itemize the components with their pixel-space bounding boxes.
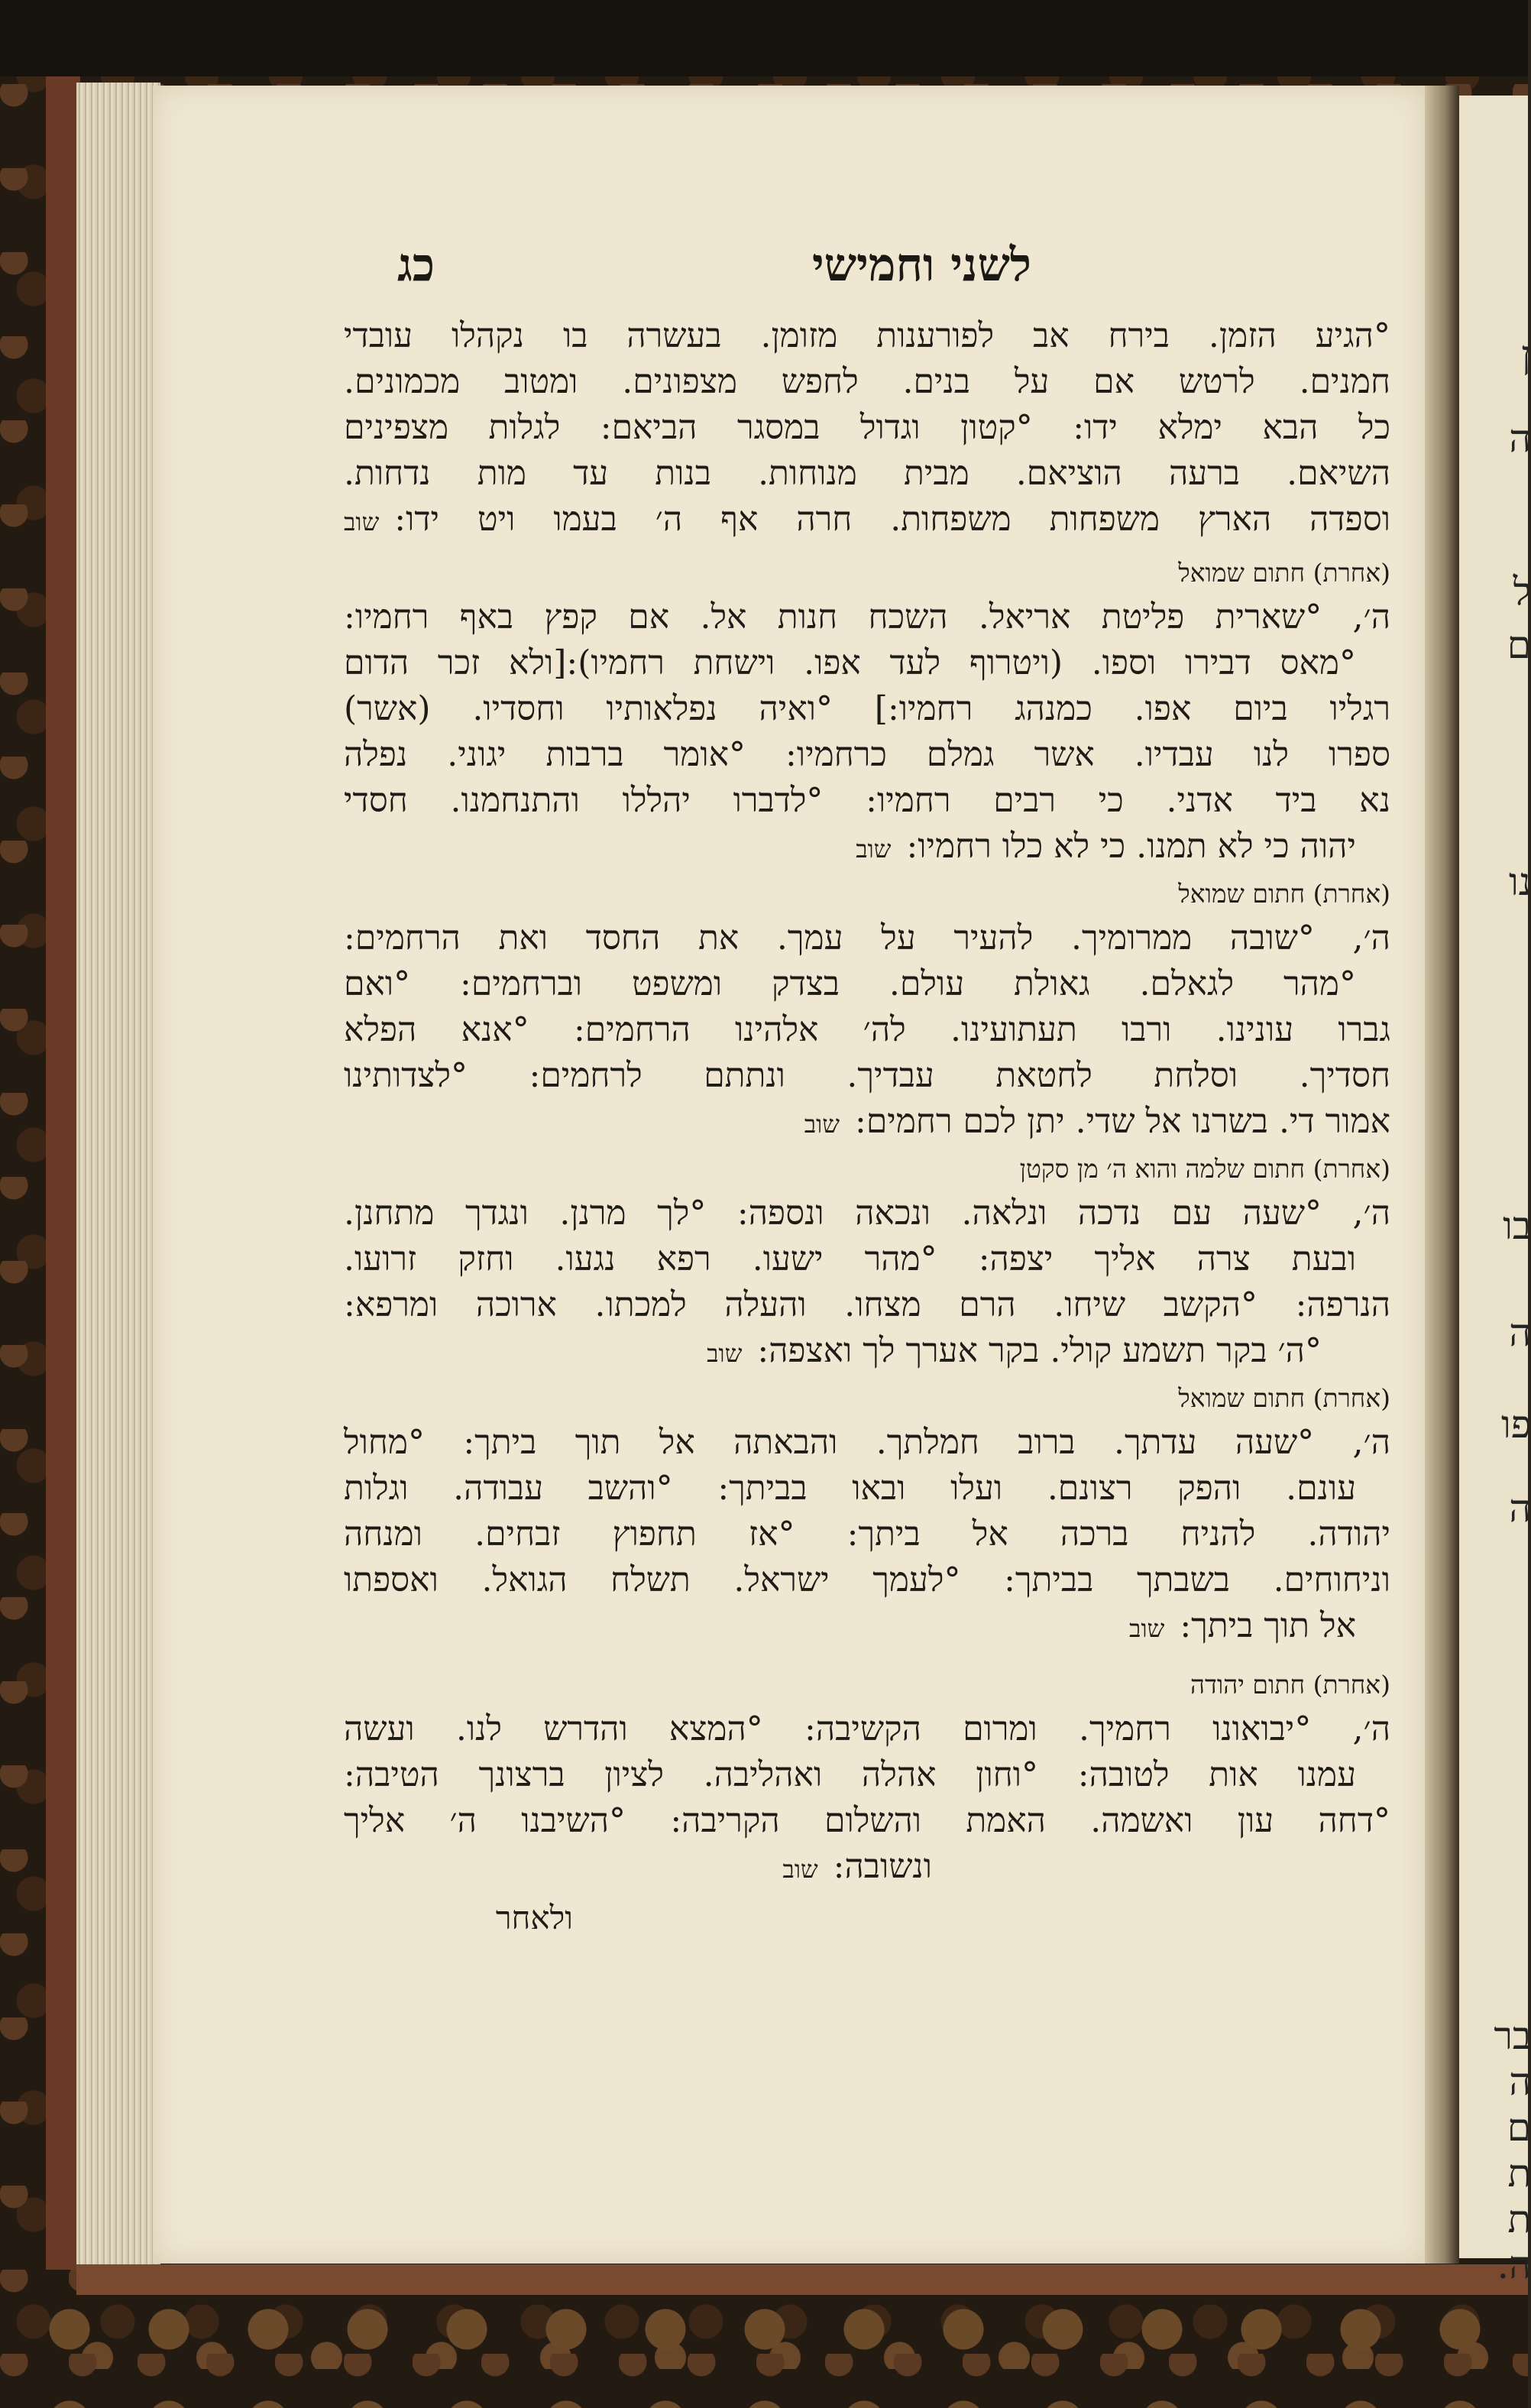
text-line: חסדיך. וסלחת לחטאת עבדיך. ונתתם לרחמים: °לצדותינו — [344, 1056, 1390, 1095]
text-line: כל הבא ימלא ידו: °קטון וגדול במסגר הביאם: לגלות מצפינים — [344, 408, 1390, 447]
text-line-content: וספדה הארץ משפחות משפחות. חרה אף ה׳ בעמו ויט ידו: — [394, 500, 1390, 539]
adjacent-page-fragment: ה — [1509, 1486, 1531, 1531]
text-line-content: יהוה כי לא תמנו. כי לא כלו רחמיו: — [906, 827, 1356, 866]
text-line: °דחה עון ואשמה. האמת והשלום הקריבה: °השיבנו ה׳ אליך — [344, 1801, 1390, 1840]
text-line: ובעת צרה אליך יצפה: °מהר ישעו. רפא נגעו. וחזק זרועו. — [344, 1240, 1356, 1279]
page-gutter — [1425, 86, 1459, 2264]
adjacent-page-fragment: פו — [1501, 1402, 1531, 1447]
section-heading: (אחרת) חתום שמואל — [1178, 1383, 1390, 1413]
text-line: נא ביד אדני. כי רבים רחמיו: °לדברו יהללו והתנחמנו. חסדי — [344, 781, 1390, 820]
section-heading: (אחרת) חתום שמואל — [1178, 558, 1390, 588]
adjacent-page-fragment: ם — [1507, 623, 1531, 667]
text-line — [1129, 1603, 1356, 1651]
refrain-cue: שוב — [856, 835, 892, 864]
adjacent-page-fragment: בו — [1503, 1204, 1531, 1248]
adjacent-page-fragment: נו — [1508, 860, 1531, 904]
text-line-content: אל תוך ביתך: — [1180, 1606, 1356, 1645]
text-line — [707, 1328, 1322, 1376]
adjacent-page — [1459, 96, 1531, 2287]
adjacent-page-fragment: ה — [1509, 416, 1531, 461]
section-heading: (אחרת) חתום שמואל — [1178, 879, 1390, 909]
running-title: לשני וחמישי — [811, 238, 1031, 292]
text-line: רגליו ביום אפו. כמנהג רחמיו:] °ואיה נפלאותיו וחסדיו. (אשר) — [344, 689, 1390, 728]
text-line — [856, 824, 1356, 872]
adjacent-page-fragment: ת — [1507, 2197, 1531, 2241]
cover-edge — [46, 76, 80, 2270]
text-line: חמנים. לרטש אם על בנים. לחפש מצפונים. ומטוב מכמונים. — [344, 362, 1390, 401]
adjacent-page-fragment: בר — [1494, 2014, 1531, 2058]
text-line — [344, 497, 1390, 545]
catchword: ולאחר — [495, 1899, 573, 1936]
text-line: °מהר לגאלם. גאולת עולם. בצדק ומשפט וברחמים: °ואם — [344, 964, 1356, 1003]
text-line: עונם. והפק רצונם. ועלו ובאו בביתך: °והשב עבודה. וגלות — [344, 1469, 1356, 1508]
text-line: °הגיע הזמן. בירח אב לפורענות מזומן. בעשרה בו נקהלו עובדי — [344, 316, 1390, 355]
text-line-content: אמור די. בשרנו אל שדי. יתן לכם רחמים: — [855, 1102, 1390, 1141]
text-line — [782, 1844, 932, 1892]
running-header — [344, 238, 1390, 300]
text-line: ה׳, °יבואונו רחמיך. ומרום הקשיבה: °המצא והדרש לנו. ועשה — [344, 1710, 1390, 1748]
refrain-cue: שוב — [804, 1110, 840, 1139]
adjacent-page-fragment: ת — [1507, 2151, 1531, 2196]
refrain-cue: שוב — [1129, 1614, 1165, 1643]
page-stack-edge — [76, 83, 160, 2264]
text-line: יהודה. להניח ברכה אל ביתך: °אז תחפוץ זבחים. ומנחה — [344, 1515, 1390, 1554]
refrain-cue: שוב — [344, 507, 380, 536]
text-line — [344, 1099, 1390, 1147]
text-line: עמנו אות לטובה: °וחון אהלה ואהליבה. לציון ברצונך הטיבה: — [344, 1755, 1356, 1794]
text-line: ה׳, °שארית פליטת אריאל. השכח חנות אל. אם קפץ באף רחמיו: — [344, 598, 1390, 637]
adjacent-page-fragment: ל — [1513, 569, 1531, 614]
adjacent-page-fragment: ה. — [1497, 2243, 1531, 2287]
text-line: וניחוחים. בשבתך בביתך: °לעמך ישראל. תשלח הגואל. ואספתו — [344, 1561, 1390, 1599]
cover-bottom-edge — [76, 2264, 1528, 2295]
adjacent-page-fragment: ה — [1509, 2060, 1531, 2104]
text-line: ספרו לנו עבדיו. אשר גמלם כרחמיו: °אומר ברבות יגוני. נפלה — [344, 735, 1390, 774]
text-line: ה׳, °שעה עדתך. ברוב חמלתך. והבאתה אל תוך ביתך: °מחול — [344, 1423, 1390, 1462]
text-line-content: °ה׳ בקר תשמע קולי. בקר אערך לך ואצפה: — [757, 1331, 1322, 1370]
text-line: °מאס דבירו וספו. (ויטרוף לעד אפו. וישחת רחמיו):[ולא זכר הדום — [344, 643, 1356, 682]
text-line: גברו עונינו. ורבו תעתועינו. לה׳ אלהינו הרחמים: °אנא הפלא — [344, 1010, 1390, 1049]
text-line: הנרפה: °הקשב שיחו. הרם מצחו. והעלה למכתו. ארוכה ומרפא: — [344, 1285, 1390, 1324]
refrain-cue: שוב — [707, 1339, 743, 1368]
adjacent-page-fragment: ן — [1521, 332, 1531, 377]
refrain-cue: שוב — [782, 1855, 818, 1884]
page-number: כג — [397, 238, 435, 292]
section-heading: (אחרת) חתום שלמה והוא ה׳ מן סקטן — [1019, 1154, 1390, 1184]
adjacent-page-fragment: ה — [1509, 1311, 1531, 1355]
text-line-content: ונשובה: — [833, 1847, 932, 1886]
adjacent-page-fragment: ם — [1507, 2105, 1531, 2150]
text-line: השיאם. ברעה הוציאם. מבית מנוחות. בנות עד מות נדחות. — [344, 454, 1390, 493]
background-shadow — [0, 0, 1528, 76]
text-line: ה׳, °שעה עם נדכה ונלאה. ונכאה ונספה: °לך מרנן. ונגדך מתחנן. — [344, 1194, 1390, 1233]
section-heading: (אחרת) חתום יהודה — [1190, 1670, 1390, 1700]
text-line: ה׳, °שובה ממרומיך. להעיר על עמך. את החסד ואת הרחמים: — [344, 919, 1390, 958]
